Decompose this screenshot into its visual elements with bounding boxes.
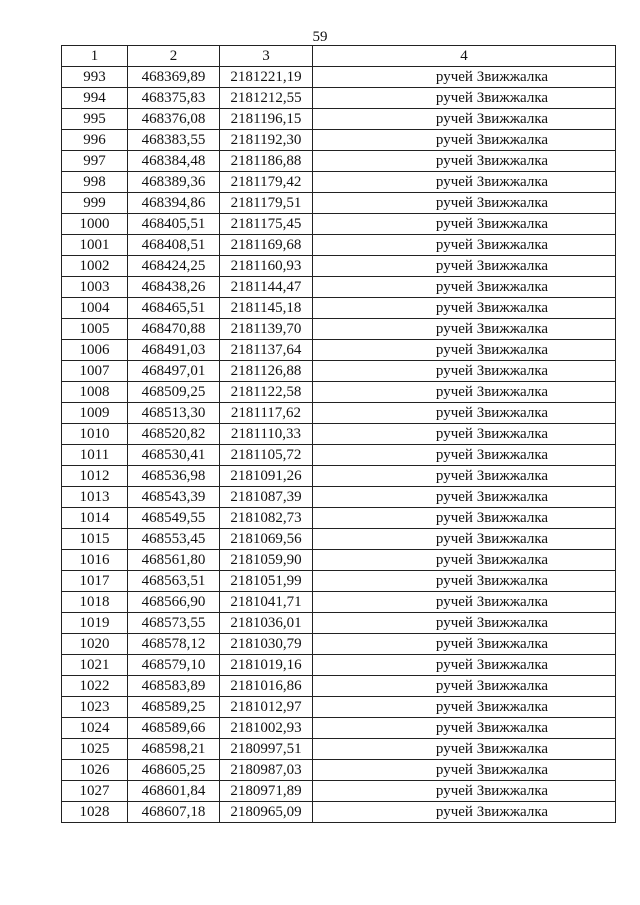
column-header-number: 1: [62, 46, 128, 67]
description-cell: ручей Звижжалка: [313, 88, 616, 109]
table-row: [62, 88, 616, 109]
x-coordinate-cell: 468375,83: [128, 88, 220, 109]
point-number-cell: 996: [62, 130, 128, 151]
y-coordinate-cell: 2181012,97: [220, 697, 313, 718]
y-coordinate-cell: 2180987,03: [220, 760, 313, 781]
x-coordinate-cell: 468553,45: [128, 529, 220, 550]
y-coordinate-cell: 2181196,15: [220, 109, 313, 130]
point-number-cell: 1006: [62, 340, 128, 361]
y-coordinate-cell: 2180971,89: [220, 781, 313, 802]
y-coordinate-cell: 2181137,64: [220, 340, 313, 361]
table-row: [62, 298, 616, 319]
description-cell: ручей Звижжалка: [313, 424, 616, 445]
table-row: [62, 193, 616, 214]
table-row: [62, 529, 616, 550]
point-number-cell: 1019: [62, 613, 128, 634]
table-row: [62, 382, 616, 403]
y-coordinate-cell: 2181030,79: [220, 634, 313, 655]
description-cell: ручей Звижжалка: [313, 445, 616, 466]
point-number-cell: 1025: [62, 739, 128, 760]
table-row: [62, 718, 616, 739]
point-number-cell: 1003: [62, 277, 128, 298]
description-cell: ручей Звижжалка: [313, 298, 616, 319]
y-coordinate-cell: 2181192,30: [220, 130, 313, 151]
point-number-cell: 1027: [62, 781, 128, 802]
point-number-cell: 993: [62, 67, 128, 88]
description-cell: ручей Звижжалка: [313, 214, 616, 235]
description-cell: ручей Звижжалка: [313, 382, 616, 403]
table-row: [62, 151, 616, 172]
table-row: [62, 487, 616, 508]
x-coordinate-cell: 468470,88: [128, 319, 220, 340]
x-coordinate-cell: 468369,89: [128, 67, 220, 88]
point-number-cell: 1000: [62, 214, 128, 235]
x-coordinate-cell: 468408,51: [128, 235, 220, 256]
table-row: [62, 613, 616, 634]
y-coordinate-cell: 2181082,73: [220, 508, 313, 529]
y-coordinate-cell: 2181126,88: [220, 361, 313, 382]
x-coordinate-cell: 468563,51: [128, 571, 220, 592]
table-row: [62, 781, 616, 802]
table-row: [62, 67, 616, 88]
y-coordinate-cell: 2181069,56: [220, 529, 313, 550]
y-coordinate-cell: 2181002,93: [220, 718, 313, 739]
table-body: [62, 67, 616, 823]
point-number-cell: 1022: [62, 676, 128, 697]
description-cell: ручей Звижжалка: [313, 151, 616, 172]
point-number-cell: 1024: [62, 718, 128, 739]
description-cell: ручей Звижжалка: [313, 172, 616, 193]
x-coordinate-cell: 468607,18: [128, 802, 220, 823]
description-cell: ручей Звижжалка: [313, 256, 616, 277]
y-coordinate-cell: 2181169,68: [220, 235, 313, 256]
table-row: [62, 109, 616, 130]
y-coordinate-cell: 2181179,42: [220, 172, 313, 193]
table-row: [62, 697, 616, 718]
coordinates-table: [61, 45, 616, 823]
x-coordinate-cell: 468389,36: [128, 172, 220, 193]
description-cell: ручей Звижжалка: [313, 718, 616, 739]
table-row: [62, 277, 616, 298]
table-row: [62, 550, 616, 571]
x-coordinate-cell: 468465,51: [128, 298, 220, 319]
y-coordinate-cell: 2181144,47: [220, 277, 313, 298]
x-coordinate-cell: 468376,08: [128, 109, 220, 130]
x-coordinate-cell: 468438,26: [128, 277, 220, 298]
x-coordinate-cell: 468394,86: [128, 193, 220, 214]
table-row: [62, 235, 616, 256]
point-number-cell: 1008: [62, 382, 128, 403]
x-coordinate-cell: 468589,25: [128, 697, 220, 718]
table-row: [62, 739, 616, 760]
point-number-cell: 1018: [62, 592, 128, 613]
x-coordinate-cell: 468583,89: [128, 676, 220, 697]
point-number-cell: 1015: [62, 529, 128, 550]
column-header-x: 2: [128, 46, 220, 67]
description-cell: ручей Звижжалка: [313, 550, 616, 571]
x-coordinate-cell: 468579,10: [128, 655, 220, 676]
x-coordinate-cell: 468405,51: [128, 214, 220, 235]
table-row: [62, 466, 616, 487]
y-coordinate-cell: 2180965,09: [220, 802, 313, 823]
x-coordinate-cell: 468566,90: [128, 592, 220, 613]
table-row: [62, 634, 616, 655]
y-coordinate-cell: 2181221,19: [220, 67, 313, 88]
x-coordinate-cell: 468561,80: [128, 550, 220, 571]
description-cell: ручей Звижжалка: [313, 487, 616, 508]
y-coordinate-cell: 2181212,55: [220, 88, 313, 109]
table-header-row: [62, 46, 616, 67]
x-coordinate-cell: 468383,55: [128, 130, 220, 151]
description-cell: ручей Звижжалка: [313, 340, 616, 361]
y-coordinate-cell: 2181145,18: [220, 298, 313, 319]
x-coordinate-cell: 468601,84: [128, 781, 220, 802]
point-number-cell: 1026: [62, 760, 128, 781]
page-number: 59: [312, 29, 328, 45]
description-cell: ручей Звижжалка: [313, 613, 616, 634]
description-cell: ручей Звижжалка: [313, 361, 616, 382]
point-number-cell: 1028: [62, 802, 128, 823]
description-cell: ручей Звижжалка: [313, 130, 616, 151]
x-coordinate-cell: 468509,25: [128, 382, 220, 403]
point-number-cell: 1020: [62, 634, 128, 655]
x-coordinate-cell: 468605,25: [128, 760, 220, 781]
table-row: [62, 760, 616, 781]
table-row: [62, 403, 616, 424]
y-coordinate-cell: 2181091,26: [220, 466, 313, 487]
table-row: [62, 676, 616, 697]
y-coordinate-cell: 2181105,72: [220, 445, 313, 466]
x-coordinate-cell: 468578,12: [128, 634, 220, 655]
description-cell: ручей Звижжалка: [313, 403, 616, 424]
description-cell: ручей Звижжалка: [313, 277, 616, 298]
x-coordinate-cell: 468520,82: [128, 424, 220, 445]
table-row: [62, 130, 616, 151]
point-number-cell: 1014: [62, 508, 128, 529]
point-number-cell: 999: [62, 193, 128, 214]
y-coordinate-cell: 2181036,01: [220, 613, 313, 634]
table-row: [62, 445, 616, 466]
y-coordinate-cell: 2181122,58: [220, 382, 313, 403]
point-number-cell: 994: [62, 88, 128, 109]
y-coordinate-cell: 2181175,45: [220, 214, 313, 235]
description-cell: ручей Звижжалка: [313, 802, 616, 823]
x-coordinate-cell: 468513,30: [128, 403, 220, 424]
table-row: [62, 802, 616, 823]
point-number-cell: 995: [62, 109, 128, 130]
table-row: [62, 214, 616, 235]
y-coordinate-cell: 2181110,33: [220, 424, 313, 445]
y-coordinate-cell: 2181160,93: [220, 256, 313, 277]
table-row: [62, 655, 616, 676]
description-cell: ручей Звижжалка: [313, 508, 616, 529]
description-cell: ручей Звижжалка: [313, 592, 616, 613]
x-coordinate-cell: 468424,25: [128, 256, 220, 277]
description-cell: ручей Звижжалка: [313, 697, 616, 718]
point-number-cell: 1023: [62, 697, 128, 718]
x-coordinate-cell: 468549,55: [128, 508, 220, 529]
description-cell: ручей Звижжалка: [313, 529, 616, 550]
point-number-cell: 1005: [62, 319, 128, 340]
description-cell: ручей Звижжалка: [313, 193, 616, 214]
point-number-cell: 1010: [62, 424, 128, 445]
x-coordinate-cell: 468598,21: [128, 739, 220, 760]
x-coordinate-cell: 468491,03: [128, 340, 220, 361]
column-header-description: 4: [313, 46, 616, 67]
point-number-cell: 1013: [62, 487, 128, 508]
description-cell: ручей Звижжалка: [313, 319, 616, 340]
table-row: [62, 571, 616, 592]
y-coordinate-cell: 2181016,86: [220, 676, 313, 697]
table-row: [62, 424, 616, 445]
y-coordinate-cell: 2181087,39: [220, 487, 313, 508]
description-cell: ручей Звижжалка: [313, 466, 616, 487]
y-coordinate-cell: 2181059,90: [220, 550, 313, 571]
table-row: [62, 319, 616, 340]
point-number-cell: 1017: [62, 571, 128, 592]
table-row: [62, 340, 616, 361]
table-row: [62, 592, 616, 613]
y-coordinate-cell: 2181041,71: [220, 592, 313, 613]
point-number-cell: 1007: [62, 361, 128, 382]
description-cell: ручей Звижжалка: [313, 760, 616, 781]
description-cell: ручей Звижжалка: [313, 235, 616, 256]
y-coordinate-cell: 2181139,70: [220, 319, 313, 340]
point-number-cell: 1016: [62, 550, 128, 571]
y-coordinate-cell: 2181179,51: [220, 193, 313, 214]
description-cell: ручей Звижжалка: [313, 781, 616, 802]
point-number-cell: 998: [62, 172, 128, 193]
table-row: [62, 172, 616, 193]
description-cell: ручей Звижжалка: [313, 655, 616, 676]
x-coordinate-cell: 468543,39: [128, 487, 220, 508]
column-header-y: 3: [220, 46, 313, 67]
x-coordinate-cell: 468573,55: [128, 613, 220, 634]
y-coordinate-cell: 2181019,16: [220, 655, 313, 676]
table-row: [62, 508, 616, 529]
point-number-cell: 1004: [62, 298, 128, 319]
x-coordinate-cell: 468536,98: [128, 466, 220, 487]
point-number-cell: 1012: [62, 466, 128, 487]
point-number-cell: 1009: [62, 403, 128, 424]
description-cell: ручей Звижжалка: [313, 571, 616, 592]
point-number-cell: 1001: [62, 235, 128, 256]
description-cell: ручей Звижжалка: [313, 739, 616, 760]
x-coordinate-cell: 468589,66: [128, 718, 220, 739]
point-number-cell: 1002: [62, 256, 128, 277]
table-row: [62, 256, 616, 277]
table-row: [62, 361, 616, 382]
description-cell: ручей Звижжалка: [313, 109, 616, 130]
x-coordinate-cell: 468530,41: [128, 445, 220, 466]
description-cell: ручей Звижжалка: [313, 676, 616, 697]
point-number-cell: 1011: [62, 445, 128, 466]
x-coordinate-cell: 468384,48: [128, 151, 220, 172]
x-coordinate-cell: 468497,01: [128, 361, 220, 382]
y-coordinate-cell: 2180997,51: [220, 739, 313, 760]
description-cell: ручей Звижжалка: [313, 634, 616, 655]
y-coordinate-cell: 2181186,88: [220, 151, 313, 172]
point-number-cell: 1021: [62, 655, 128, 676]
description-cell: ручей Звижжалка: [313, 67, 616, 88]
y-coordinate-cell: 2181117,62: [220, 403, 313, 424]
point-number-cell: 997: [62, 151, 128, 172]
y-coordinate-cell: 2181051,99: [220, 571, 313, 592]
